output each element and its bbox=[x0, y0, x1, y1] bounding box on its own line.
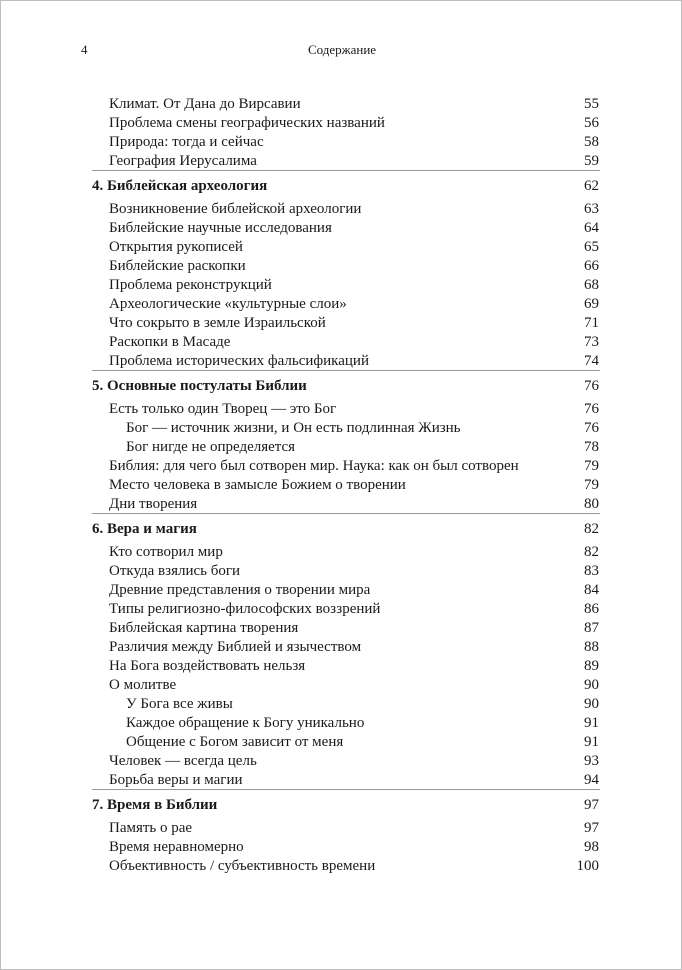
toc-entry-page: 89 bbox=[584, 658, 599, 674]
toc-entry-page: 68 bbox=[584, 277, 599, 293]
toc-item-row bbox=[1, 657, 682, 676]
toc-entry-page: 74 bbox=[584, 353, 599, 369]
toc-entry-title: Есть только один Творец — это Бог bbox=[109, 401, 337, 417]
toc-entry-page: 64 bbox=[584, 220, 599, 236]
toc-item-row bbox=[1, 619, 682, 638]
toc-item-row bbox=[1, 276, 682, 295]
toc-entry-page: 100 bbox=[576, 858, 599, 874]
toc-item-row bbox=[1, 638, 682, 657]
toc-entry-title: Проблема смены географических названий bbox=[109, 115, 385, 131]
toc-entry-title: Библейские научные исследования bbox=[109, 220, 332, 236]
chapter-divider bbox=[92, 370, 600, 371]
page-number: 4 bbox=[81, 42, 88, 57]
toc-item-row bbox=[1, 257, 682, 276]
toc-entry-page: 79 bbox=[584, 458, 599, 474]
toc-entry-page: 86 bbox=[584, 601, 599, 617]
toc-entry-title: Библейская картина творения bbox=[109, 620, 299, 636]
toc-chapter-row bbox=[1, 377, 682, 396]
toc-entry-page: 97 bbox=[584, 797, 599, 813]
chapter-divider bbox=[92, 170, 600, 171]
table-of-contents bbox=[1, 95, 682, 876]
toc-entry-title: Типы религиозно-философских воззрений bbox=[109, 601, 381, 617]
toc-entry-page: 66 bbox=[584, 258, 599, 274]
toc-entry-page: 59 bbox=[584, 153, 599, 169]
toc-entry-title: Климат. От Дана до Вирсавии bbox=[109, 96, 301, 112]
toc-entry-page: 97 bbox=[584, 820, 599, 836]
toc-entry-page: 78 bbox=[584, 439, 599, 455]
toc-entry-page: 56 bbox=[584, 115, 599, 131]
toc-entry-page: 63 bbox=[584, 201, 599, 217]
toc-entry-page: 82 bbox=[584, 521, 599, 537]
toc-entry-page: 65 bbox=[584, 239, 599, 255]
toc-entry-title: Археологические «культурные слои» bbox=[109, 296, 347, 312]
toc-entry-title: 4. Библейская археология bbox=[92, 178, 268, 194]
toc-item-row bbox=[1, 314, 682, 333]
toc-entry-title: Каждое обращение к Богу уникально bbox=[126, 715, 365, 731]
toc-item-row bbox=[1, 771, 682, 790]
toc-entry-page: 69 bbox=[584, 296, 599, 312]
chapter-divider bbox=[92, 513, 600, 514]
toc-item-row bbox=[1, 95, 682, 114]
toc-entry-title: Память о рае bbox=[109, 820, 193, 836]
toc-entry-title: Место человека в замысле Божием о творении bbox=[109, 477, 406, 493]
toc-entry-title: Библейские раскопки bbox=[109, 258, 246, 274]
toc-entry-title: Открытия рукописей bbox=[109, 239, 243, 255]
toc-entry-title: Библия: для чего был сотворен мир. Наука: как он был сотворен bbox=[109, 458, 519, 474]
toc-subitem-row bbox=[1, 733, 682, 752]
toc-entry-page: 94 bbox=[584, 772, 599, 788]
toc-entry-title: Кто сотворил мир bbox=[109, 544, 223, 560]
toc-item-row bbox=[1, 581, 682, 600]
toc-entry-title: 5. Основные постулаты Библии bbox=[92, 378, 307, 394]
toc-subitem-row bbox=[1, 419, 682, 438]
toc-entry-page: 84 bbox=[584, 582, 599, 598]
toc-item-row bbox=[1, 676, 682, 695]
toc-item-row bbox=[1, 133, 682, 152]
toc-entry-title: Что сокрыто в земле Израильской bbox=[109, 315, 326, 331]
toc-item-row bbox=[1, 219, 682, 238]
toc-entry-page: 71 bbox=[584, 315, 599, 331]
toc-entry-title: Общение с Богом зависит от меня bbox=[126, 734, 344, 750]
toc-item-row bbox=[1, 333, 682, 352]
toc-entry-title: Проблема реконструкций bbox=[109, 277, 272, 293]
toc-entry-page: 58 bbox=[584, 134, 599, 150]
toc-entry-title: Бог — источник жизни, и Он есть подлинная Жизнь bbox=[126, 420, 461, 436]
toc-item-row bbox=[1, 400, 682, 419]
toc-entry-title: Возникновение библейской археологии bbox=[109, 201, 362, 217]
toc-entry-page: 90 bbox=[584, 677, 599, 693]
toc-entry-page: 76 bbox=[584, 420, 599, 436]
toc-entry-title: Различия между Библией и язычеством bbox=[109, 639, 362, 655]
toc-entry-page: 91 bbox=[584, 734, 599, 750]
toc-entry-title: На Бога воздействовать нельзя bbox=[109, 658, 306, 674]
toc-item-row bbox=[1, 857, 682, 876]
toc-entry-page: 83 bbox=[584, 563, 599, 579]
toc-entry-page: 87 bbox=[584, 620, 599, 636]
toc-entry-page: 76 bbox=[584, 401, 599, 417]
toc-entry-page: 98 bbox=[584, 839, 599, 855]
toc-entry-page: 82 bbox=[584, 544, 599, 560]
toc-entry-page: 88 bbox=[584, 639, 599, 655]
toc-entry-title: 7. Время в Библии bbox=[92, 797, 218, 813]
toc-item-row bbox=[1, 838, 682, 857]
toc-entry-title: Борьба веры и магии bbox=[109, 772, 243, 788]
toc-entry-page: 73 bbox=[584, 334, 599, 350]
toc-entry-title: Бог нигде не определяется bbox=[126, 439, 296, 455]
toc-item-row bbox=[1, 295, 682, 314]
toc-item-row bbox=[1, 238, 682, 257]
toc-entry-title: Человек — всегда цель bbox=[109, 753, 257, 769]
toc-entry-page: 76 bbox=[584, 378, 599, 394]
toc-entry-page: 91 bbox=[584, 715, 599, 731]
toc-subitem-row bbox=[1, 695, 682, 714]
toc-entry-title: Природа: тогда и сейчас bbox=[109, 134, 264, 150]
toc-subitem-row bbox=[1, 438, 682, 457]
toc-item-row bbox=[1, 819, 682, 838]
toc-entry-title: Откуда взялись боги bbox=[109, 563, 241, 579]
toc-item-row bbox=[1, 495, 682, 514]
toc-entry-title: Объективность / субъективность времени bbox=[109, 858, 376, 874]
toc-entry-title: У Бога все живы bbox=[126, 696, 233, 712]
toc-entry-title: О молитве bbox=[109, 677, 177, 693]
toc-entry-title: География Иерусалима bbox=[109, 153, 257, 169]
toc-entry-page: 93 bbox=[584, 753, 599, 769]
toc-entry-title: Дни творения bbox=[109, 496, 198, 512]
toc-item-row bbox=[1, 352, 682, 371]
toc-entry-title: Время неравномерно bbox=[109, 839, 244, 855]
toc-entry-title: Раскопки в Масаде bbox=[109, 334, 231, 350]
toc-entry-title: Древние представления о творении мира bbox=[109, 582, 371, 598]
chapter-divider bbox=[92, 789, 600, 790]
toc-entry-page: 90 bbox=[584, 696, 599, 712]
toc-entry-title: 6. Вера и магия bbox=[92, 521, 197, 537]
toc-chapter-row bbox=[1, 796, 682, 815]
toc-entry-page: 80 bbox=[584, 496, 599, 512]
toc-item-row bbox=[1, 200, 682, 219]
toc-chapter-row bbox=[1, 177, 682, 196]
toc-item-row bbox=[1, 114, 682, 133]
toc-entry-page: 62 bbox=[584, 178, 599, 194]
toc-item-row bbox=[1, 752, 682, 771]
toc-item-row bbox=[1, 543, 682, 562]
toc-item-row bbox=[1, 562, 682, 581]
toc-entry-title: Проблема исторических фальсификаций bbox=[109, 353, 369, 369]
toc-subitem-row bbox=[1, 714, 682, 733]
running-title: Содержание bbox=[307, 42, 377, 57]
toc-entry-page: 55 bbox=[584, 96, 599, 112]
toc-item-row bbox=[1, 600, 682, 619]
toc-item-row bbox=[1, 457, 682, 476]
toc-entry-page: 79 bbox=[584, 477, 599, 493]
toc-item-row bbox=[1, 152, 682, 171]
toc-item-row bbox=[1, 476, 682, 495]
toc-chapter-row bbox=[1, 520, 682, 539]
